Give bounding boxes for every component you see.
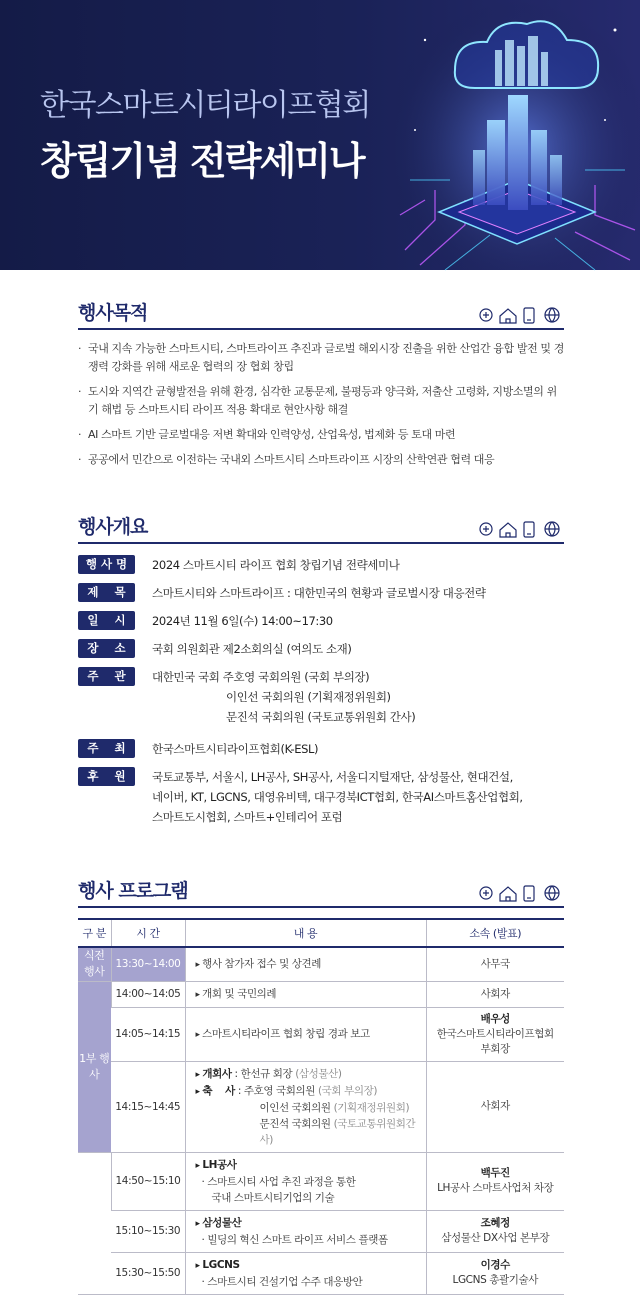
- label-date: 일 시: [78, 611, 135, 630]
- event-place: 국회 의원회관 제2소회의실 (여의도 소재): [152, 642, 352, 656]
- overview-row-place: [78, 639, 564, 659]
- event-topic: 스마트시티와 스마트라이프 : 대한민국의 현황과 글로벌시장 대응전략: [152, 586, 486, 600]
- table-row: 14:50~15:10 ▸ LH공사 · 스마트시티 사업 추진 과정을 통한 국내 스마트시티기업의 기술 백두진 LH공사 스마트사업처 차장: [78, 1152, 564, 1210]
- list-item: · 국내 지속 가능한 스마트시티, 스마트라이프 추진과 글로벌 해외시장 진출을 위한 산업간 융합 발전 및 경쟁력 강화를 위해 새로운 협력의 장 협회 창립: [78, 340, 564, 376]
- label-place: 장 소: [78, 639, 135, 658]
- presenting-org: ▸ LH공사: [196, 1157, 416, 1174]
- presenter-title: 부회장: [480, 1042, 510, 1055]
- host-line: 문진석 국회의원 (국토교통위원회 간사): [226, 710, 416, 724]
- presenter-name: 배우성: [480, 1012, 510, 1025]
- opening-label: ▸ 개회사: [196, 1068, 232, 1080]
- presenter-org: 한국스마트시티라이프협회: [436, 1027, 554, 1040]
- category-pre-event: 식전 행사: [78, 947, 111, 981]
- time-cell: 14:50~15:10: [111, 1152, 185, 1210]
- host-line: 대한민국 국회 주호영 국회의원 (국회 부의장): [152, 670, 370, 684]
- event-overview: [78, 555, 564, 827]
- table-row: [78, 1007, 564, 1061]
- sponsor-line: 스마트도시협회, 스마트+인테리어 포럼: [152, 810, 343, 824]
- affiliation-cell: 사회자: [426, 981, 564, 1007]
- overview-row-topic: [78, 583, 564, 603]
- column-header-affiliation: 소속 (발표): [426, 919, 564, 947]
- section-title-program: 행사 프로그램: [78, 876, 188, 903]
- presenter-name: 이경수: [480, 1259, 510, 1271]
- smart-life-icons: [478, 882, 564, 904]
- overview-row-sponsor: [78, 767, 564, 827]
- event-name: 2024 스마트시티 라이프 협회 창립기념 전략세미나: [152, 558, 400, 572]
- table-row: [78, 981, 564, 1007]
- time-cell: 14:15~14:45: [111, 1061, 185, 1152]
- overview-row-host: [78, 667, 564, 727]
- time-cell: 15:30~15:50: [111, 1252, 185, 1294]
- label-event-name: 행 사 명: [78, 555, 135, 574]
- table-row: 15:30~15:50 ▸ LGCNS · 스마트시티 건설기업 수주 대응방안 이경수 LGCNS 총괄기술사: [78, 1252, 564, 1294]
- table-row: 14:15~14:45 ▸ 개회사 : 한선규 회장 (삼성물산) ▸ 축 사 : 주호영 국회의원 (국회 부의장) 이인선 국회의원 (기획재정위원회) 문진석 국회의원 (국토교통위원회간사) 사회자: [78, 1061, 564, 1152]
- section-header-overview: [78, 512, 564, 544]
- objectives-list: [78, 340, 564, 476]
- presenter-name: 백두진: [480, 1167, 510, 1179]
- column-header-time: 시 간: [111, 919, 185, 947]
- time-cell: 13:30~14:00: [111, 947, 185, 981]
- column-header-category: 구 분: [78, 919, 111, 947]
- hero-title-seminar: 창립기념 전략세미나: [40, 139, 364, 183]
- time-cell: 14:00~14:05: [111, 981, 185, 1007]
- overview-row-name: [78, 555, 564, 575]
- smart-city-cloud-illustration: [395, 0, 640, 270]
- smart-life-icons: [478, 304, 564, 326]
- content-cell: ▸ 스마트시티라이프 협회 창립 경과 보고: [196, 1028, 370, 1040]
- table-row: [78, 947, 564, 981]
- column-header-content: 내 용: [185, 919, 426, 947]
- section-header-program: [78, 876, 564, 908]
- sponsor-line: 국토교통부, 서울시, LH공사, SH공사, 서울디지털재단, 삼성물산, 현대건설,: [152, 770, 513, 784]
- presenter-org: 삼성물산 DX사업 본부장: [441, 1232, 550, 1244]
- presenter-name: 조혜정: [480, 1217, 510, 1229]
- overview-row-date: [78, 611, 564, 631]
- smart-life-icons: [478, 518, 564, 540]
- affiliation-cell: 사회자: [426, 1061, 564, 1152]
- sponsor-line: 네이버, KT, LGCNS, 대영유비텍, 대구경북ICT협회, 한국AI스마트홈산업협회,: [152, 790, 523, 804]
- label-organizer: 주 최: [78, 739, 135, 758]
- hero-banner: [0, 0, 640, 270]
- affiliation-cell: 사무국: [426, 947, 564, 981]
- category-part1: 1부 행사: [78, 981, 111, 1152]
- time-cell: 15:10~15:30: [111, 1210, 185, 1252]
- section-title-overview: 행사개요: [78, 512, 147, 539]
- event-date: 2024년 11월 6일(수) 14:00~17:30: [152, 614, 333, 628]
- hero-title-association: 한국스마트시티라이프협회: [40, 88, 370, 123]
- host-line: 이인선 국회의원 (기획재정위원회): [226, 690, 391, 704]
- list-item: · 공공에서 민간으로 이전하는 국내외 스마트시티 스마트라이프 시장의 산학연관 협력 대응: [78, 451, 564, 469]
- section-header-objectives: [78, 298, 564, 330]
- time-cell: 14:05~14:15: [111, 1007, 185, 1061]
- presenting-org: ▸ 삼성물산: [196, 1215, 416, 1232]
- list-item: · AI 스마트 기반 글로벌대응 저변 확대와 인력양성, 산업육성, 법제화 등 토대 마련: [78, 426, 564, 444]
- overview-row-organizer: [78, 739, 564, 759]
- label-host: 주 관: [78, 667, 135, 686]
- table-header-row: [78, 919, 564, 947]
- congratulation-label: ▸ 축 사: [196, 1085, 235, 1097]
- label-topic: 제 목: [78, 583, 135, 602]
- event-organizer: 한국스마트시티라이프협회(K-ESL): [152, 742, 319, 756]
- label-sponsor: 후 원: [78, 767, 135, 786]
- table-row: 15:10~15:30 ▸ 삼성물산 · 빌딩의 혁신 스마트 라이프 서비스 플랫폼 조혜정 삼성물산 DX사업 본부장: [78, 1210, 564, 1252]
- content-cell: ▸ 개회 및 국민의례: [196, 988, 277, 1000]
- content-cell: ▸ 행사 참가자 접수 및 상견례: [196, 958, 322, 970]
- presenter-org: LH공사 스마트사업처 차장: [437, 1182, 554, 1194]
- presenter-org: LGCNS 총괄기술사: [452, 1274, 538, 1286]
- list-item: · 도시와 지역간 균형발전을 위해 환경, 심각한 교통문제, 불평등과 양극화, 저출산 고령화, 지방소멸의 위기 해법 등 스마트시티 라이프 적용 확대로 현안사항 해결: [78, 383, 564, 419]
- presenting-org: ▸ LGCNS: [196, 1257, 416, 1274]
- section-title-objectives: 행사목적: [78, 298, 147, 325]
- program-table: [78, 918, 564, 1295]
